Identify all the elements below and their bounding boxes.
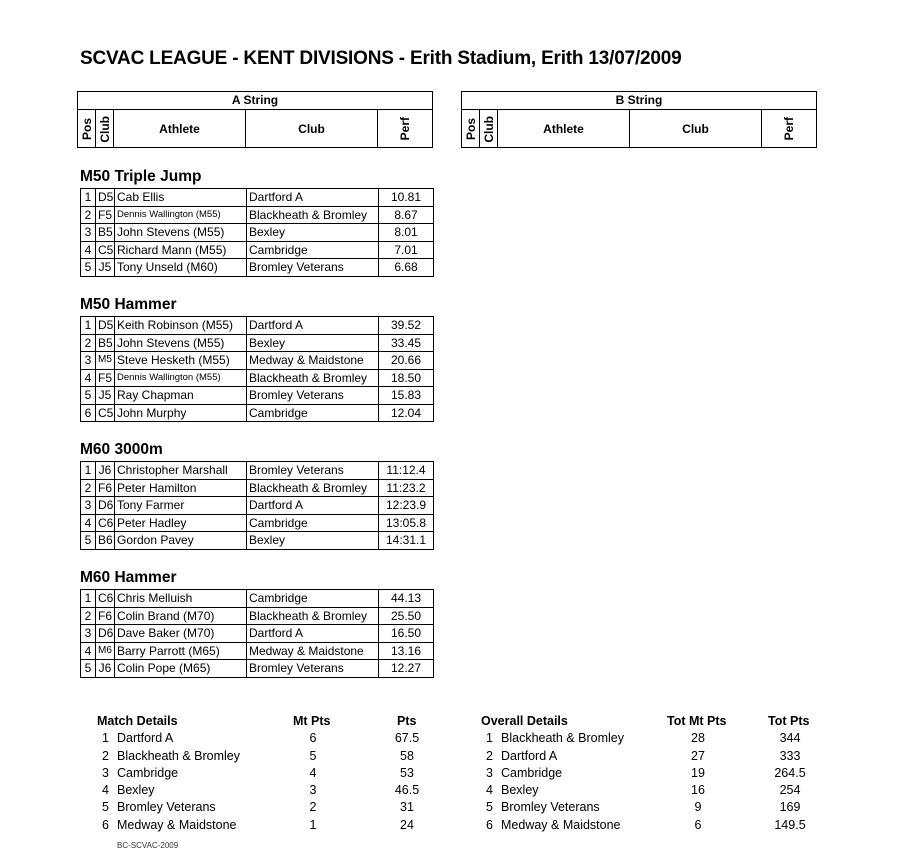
- athlete-cell: Steve Hesketh (M55): [115, 352, 247, 370]
- col-club: Club: [630, 110, 762, 148]
- club-code-cell: J6: [96, 462, 115, 480]
- overall-details-heading: Overall Details: [481, 714, 568, 728]
- club-code-cell: J6: [96, 660, 115, 678]
- position-cell: 2: [81, 607, 96, 625]
- athlete-cell: John Stevens (M55): [115, 334, 247, 352]
- table-row: [81, 607, 434, 625]
- position-cell: 3: [81, 497, 96, 515]
- list-item: [481, 783, 821, 800]
- performance-cell: 11:12.4: [379, 462, 434, 480]
- performance-cell: 8.01: [379, 224, 434, 242]
- col-club-code-label: Club: [481, 115, 496, 143]
- position-cell: 2: [81, 334, 96, 352]
- table-row: [81, 514, 434, 532]
- a-string-caption: A String: [78, 92, 432, 110]
- position-cell: 3: [81, 352, 96, 370]
- club-code-cell: F5: [96, 206, 115, 224]
- position-cell: 5: [81, 259, 96, 277]
- table-row: [81, 479, 434, 497]
- list-item: [481, 818, 821, 835]
- table-row: [81, 497, 434, 515]
- club-name: Cambridge: [501, 765, 563, 780]
- club-cell: Blackheath & Bromley: [247, 607, 379, 625]
- performance-cell: 12.04: [379, 404, 434, 422]
- club-code-cell: C6: [96, 514, 115, 532]
- performance-cell: 25.50: [379, 607, 434, 625]
- position-cell: 4: [81, 241, 96, 259]
- athlete-cell: Christopher Marshall: [115, 462, 247, 480]
- athlete-cell: Dennis Wallington (M55): [115, 369, 247, 387]
- club-code-cell: B6: [96, 532, 115, 550]
- club-name: Bexley: [501, 783, 539, 798]
- club-name: Blackheath & Bromley: [501, 731, 624, 746]
- list-item: [481, 749, 821, 766]
- position: 3: [486, 765, 493, 780]
- performance-cell: 18.50: [379, 369, 434, 387]
- club-cell: Bromley Veterans: [247, 387, 379, 405]
- club-cell: Bromley Veterans: [247, 259, 379, 277]
- table-row: [81, 625, 434, 643]
- table-row: [81, 462, 434, 480]
- event-title: M50 Triple Jump: [80, 168, 202, 185]
- table-row: [81, 532, 434, 550]
- position-cell: 4: [81, 642, 96, 660]
- club-cell: Cambridge: [247, 590, 379, 608]
- performance-cell: 12:23.9: [379, 497, 434, 515]
- mt-points: 27: [691, 748, 705, 763]
- position-cell: 5: [81, 387, 96, 405]
- table-row: [81, 189, 434, 207]
- club-code-cell: B5: [96, 224, 115, 242]
- club-cell: Bromley Veterans: [247, 660, 379, 678]
- table-row: [81, 334, 434, 352]
- mt-points: 2: [309, 800, 317, 815]
- position-cell: 1: [81, 189, 96, 207]
- athlete-cell: Dave Baker (M70): [115, 625, 247, 643]
- table-row: [81, 369, 434, 387]
- athlete-cell: Dennis Wallington (M55): [115, 206, 247, 224]
- club-name: Bexley: [117, 783, 155, 798]
- points: 264.5: [774, 765, 806, 780]
- footer-code: BC-SCVAC-2009: [117, 841, 179, 850]
- points: 24: [400, 817, 414, 832]
- list-item: [97, 818, 437, 835]
- tot-pts-heading: Tot Pts: [768, 714, 810, 728]
- athlete-cell: Gordon Pavey: [115, 532, 247, 550]
- points: 169: [779, 800, 801, 815]
- club-code-cell: C6: [96, 590, 115, 608]
- athlete-cell: Richard Mann (M55): [115, 241, 247, 259]
- club-code-cell: J5: [96, 387, 115, 405]
- athlete-cell: Colin Brand (M70): [115, 607, 247, 625]
- club-code-cell: M6: [96, 642, 115, 660]
- table-row: [81, 206, 434, 224]
- performance-cell: 12.27: [379, 660, 434, 678]
- table-row: [81, 317, 434, 335]
- position: 1: [486, 731, 493, 746]
- club-code-cell: C5: [96, 404, 115, 422]
- performance-cell: 44.13: [379, 590, 434, 608]
- mt-points: 9: [694, 800, 702, 815]
- table-row: [81, 642, 434, 660]
- performance-cell: 7.01: [379, 241, 434, 259]
- club-code-cell: F6: [96, 479, 115, 497]
- athlete-cell: Tony Farmer: [115, 497, 247, 515]
- pts-heading: Pts: [397, 714, 417, 728]
- club-name: Dartford A: [117, 731, 174, 746]
- col-pos: [462, 110, 480, 148]
- club-name: Blackheath & Bromley: [117, 748, 240, 763]
- athlete-cell: Ray Chapman: [115, 387, 247, 405]
- list-item: [481, 731, 821, 748]
- points: 149.5: [774, 817, 806, 832]
- table-row: [81, 590, 434, 608]
- club-code-cell: C5: [96, 241, 115, 259]
- position-cell: 6: [81, 404, 96, 422]
- event-title: M50 Hammer: [80, 296, 177, 313]
- position-cell: 3: [81, 224, 96, 242]
- list-item: [97, 766, 437, 783]
- list-item: [481, 800, 821, 817]
- club-code-cell: D6: [96, 625, 115, 643]
- performance-cell: 39.52: [379, 317, 434, 335]
- club-cell: Blackheath & Bromley: [247, 369, 379, 387]
- club-cell: Blackheath & Bromley: [247, 206, 379, 224]
- tot-mt-pts-heading: Tot Mt Pts: [667, 714, 727, 728]
- club-code-cell: F6: [96, 607, 115, 625]
- col-club: Club: [246, 110, 378, 148]
- points: 67.5: [394, 731, 420, 746]
- mt-points: 6: [309, 731, 317, 746]
- mt-points: 16: [691, 783, 705, 798]
- club-name: Cambridge: [117, 765, 179, 780]
- club-cell: Dartford A: [247, 497, 379, 515]
- mt-points: 5: [309, 748, 317, 763]
- col-perf-label: Perf: [781, 117, 796, 141]
- event-section: [80, 441, 434, 550]
- club-code-cell: D6: [96, 497, 115, 515]
- athlete-cell: Peter Hamilton: [115, 479, 247, 497]
- club-name: Medway & Maidstone: [117, 817, 237, 832]
- position: 3: [102, 765, 109, 780]
- position: 6: [102, 817, 109, 832]
- col-athlete: Athlete: [114, 110, 246, 148]
- points: 333: [779, 748, 801, 763]
- performance-cell: 14:31.1: [379, 532, 434, 550]
- match-details: [97, 714, 437, 835]
- event-title: M60 3000m: [80, 441, 163, 458]
- mt-points: 19: [691, 765, 705, 780]
- mt-points: 1: [309, 817, 317, 832]
- athlete-cell: Tony Unseld (M60): [115, 259, 247, 277]
- points: 344: [779, 731, 801, 746]
- table-row: [81, 387, 434, 405]
- club-cell: Bexley: [247, 224, 379, 242]
- athlete-cell: John Stevens (M55): [115, 224, 247, 242]
- position-cell: 4: [81, 369, 96, 387]
- position: 5: [486, 800, 493, 815]
- club-cell: Dartford A: [247, 317, 379, 335]
- athlete-cell: Cab Ellis: [115, 189, 247, 207]
- club-code-cell: M5: [96, 352, 115, 370]
- table-row: [81, 660, 434, 678]
- list-item: [97, 800, 437, 817]
- list-item: [97, 783, 437, 800]
- position-cell: 5: [81, 532, 96, 550]
- position: 2: [102, 748, 109, 763]
- performance-cell: 13:05.8: [379, 514, 434, 532]
- table-row: [81, 241, 434, 259]
- club-name: Medway & Maidstone: [501, 817, 621, 832]
- performance-cell: 13.16: [379, 642, 434, 660]
- event-section: [80, 168, 434, 277]
- performance-cell: 15.83: [379, 387, 434, 405]
- mt-pts-heading: Mt Pts: [293, 714, 331, 728]
- position-cell: 2: [81, 479, 96, 497]
- athlete-cell: Chris Melluish: [115, 590, 247, 608]
- position: 2: [486, 748, 493, 763]
- club-code-cell: F5: [96, 369, 115, 387]
- match-details-heading: Match Details: [97, 714, 178, 728]
- club-name: Bromley Veterans: [501, 800, 600, 815]
- club-cell: Bromley Veterans: [247, 462, 379, 480]
- col-pos: [78, 110, 96, 148]
- b-string-header: [461, 91, 817, 148]
- col-athlete: Athlete: [498, 110, 630, 148]
- mt-points: 4: [309, 765, 317, 780]
- table-row: [81, 224, 434, 242]
- position-cell: 1: [81, 462, 96, 480]
- position-cell: 3: [81, 625, 96, 643]
- club-code-cell: B5: [96, 334, 115, 352]
- table-row: [81, 352, 434, 370]
- col-perf: [378, 110, 431, 148]
- athlete-cell: John Murphy: [115, 404, 247, 422]
- position: 1: [102, 731, 109, 746]
- club-cell: Medway & Maidstone: [247, 352, 379, 370]
- page-title: SCVAC LEAGUE - KENT DIVISIONS - Erith Stadium, Erith 13/07/2009: [80, 48, 682, 69]
- list-item: [97, 749, 437, 766]
- col-club-code: [480, 110, 498, 148]
- club-cell: Bexley: [247, 532, 379, 550]
- performance-cell: 33.45: [379, 334, 434, 352]
- event-section: [80, 569, 434, 678]
- club-cell: Bexley: [247, 334, 379, 352]
- position: 4: [102, 783, 109, 798]
- list-item: [481, 766, 821, 783]
- points: 58: [400, 748, 414, 763]
- points: 254: [779, 783, 801, 798]
- performance-cell: 8.67: [379, 206, 434, 224]
- table-row: [81, 259, 434, 277]
- event-results-table: [80, 316, 434, 422]
- performance-cell: 6.68: [379, 259, 434, 277]
- event-section: [80, 296, 434, 422]
- position-cell: 2: [81, 206, 96, 224]
- club-code-cell: D5: [96, 189, 115, 207]
- club-cell: Cambridge: [247, 404, 379, 422]
- club-cell: Cambridge: [247, 514, 379, 532]
- b-string-caption: B String: [462, 92, 816, 110]
- performance-cell: 20.66: [379, 352, 434, 370]
- event-results-table: [80, 461, 434, 550]
- points: 31: [400, 800, 414, 815]
- position-cell: 4: [81, 514, 96, 532]
- col-pos-label: Pos: [463, 117, 478, 140]
- performance-cell: 10.81: [379, 189, 434, 207]
- club-cell: Medway & Maidstone: [247, 642, 379, 660]
- mt-points: 6: [694, 817, 702, 832]
- position: 5: [102, 800, 109, 815]
- athlete-cell: Colin Pope (M65): [115, 660, 247, 678]
- event-results-table: [80, 188, 434, 277]
- position-cell: 5: [81, 660, 96, 678]
- club-code-cell: D5: [96, 317, 115, 335]
- position-cell: 1: [81, 590, 96, 608]
- club-cell: Cambridge: [247, 241, 379, 259]
- event-results-table: [80, 589, 434, 678]
- club-name: Bromley Veterans: [117, 800, 216, 815]
- club-cell: Blackheath & Bromley: [247, 479, 379, 497]
- col-pos-label: Pos: [79, 117, 94, 140]
- mt-points: 28: [691, 731, 705, 746]
- position: 6: [486, 817, 493, 832]
- col-club-code: [96, 110, 114, 148]
- event-title: M60 Hammer: [80, 569, 177, 586]
- points: 53: [400, 765, 414, 780]
- club-code-cell: J5: [96, 259, 115, 277]
- col-perf-label: Perf: [397, 117, 412, 141]
- a-string-header: [77, 91, 433, 148]
- list-item: [97, 731, 437, 748]
- club-cell: Dartford A: [247, 625, 379, 643]
- overall-details: [481, 714, 821, 835]
- club-cell: Dartford A: [247, 189, 379, 207]
- col-club-code-label: Club: [97, 115, 112, 143]
- position: 4: [486, 783, 493, 798]
- club-name: Dartford A: [501, 748, 558, 763]
- athlete-cell: Barry Parrott (M65): [115, 642, 247, 660]
- mt-points: 3: [309, 783, 317, 798]
- performance-cell: 11:23.2: [379, 479, 434, 497]
- position-cell: 1: [81, 317, 96, 335]
- performance-cell: 16.50: [379, 625, 434, 643]
- athlete-cell: Keith Robinson (M55): [115, 317, 247, 335]
- athlete-cell: Peter Hadley: [115, 514, 247, 532]
- col-perf: [762, 110, 815, 148]
- table-row: [81, 404, 434, 422]
- points: 46.5: [394, 783, 420, 798]
